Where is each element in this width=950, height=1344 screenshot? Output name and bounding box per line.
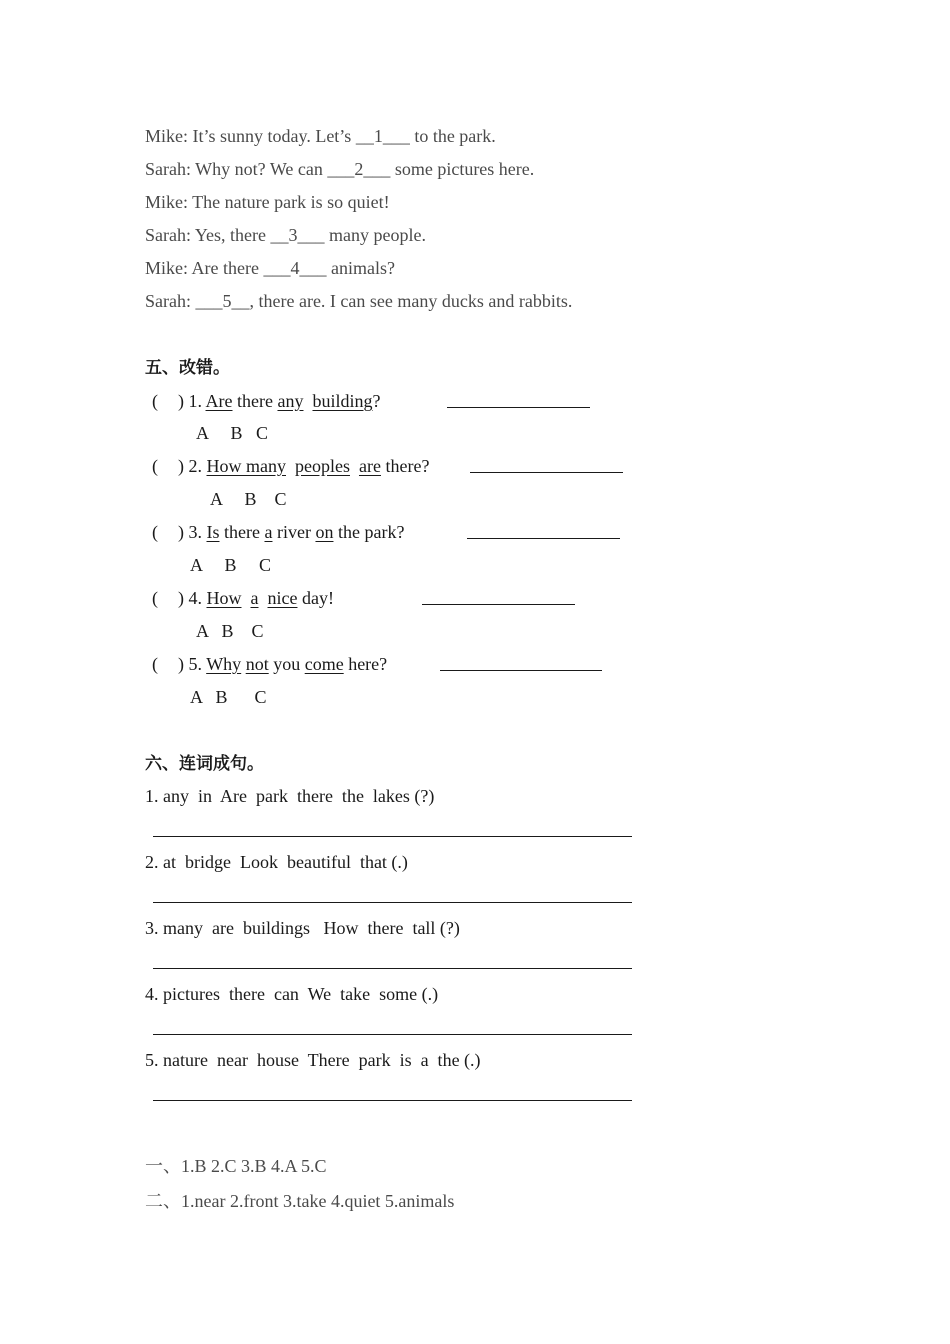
question-number: ) 4. [178, 588, 202, 608]
answer-paren-open: ( [152, 522, 158, 542]
answer-blank[interactable] [470, 472, 623, 473]
option-a: Is [206, 522, 220, 542]
option-a: How many [206, 456, 286, 476]
dialogue-line: Sarah: Yes, there __3___ many people. [145, 225, 426, 245]
answer-paren-open: ( [152, 391, 158, 411]
reorder-item: 4. pictures there can We take some (.) [145, 984, 439, 1004]
option-a: How [206, 588, 242, 608]
option-b: not [245, 654, 269, 674]
answer-line[interactable] [153, 902, 632, 903]
question-number: ) 2. [178, 456, 202, 476]
answer-line[interactable] [153, 968, 632, 969]
reorder-item: 5. nature near house There park is a the (.) [145, 1050, 481, 1070]
option-letters: A B C [190, 555, 272, 575]
option-c: on [315, 522, 334, 542]
option-a: Why [206, 654, 242, 674]
question-text: there [219, 522, 265, 542]
reorder-item: 2. at bridge Look beautiful that (.) [145, 852, 408, 872]
option-b: any [277, 391, 304, 411]
option-b: a [250, 588, 259, 608]
question-number: ) 3. [178, 522, 202, 542]
dialogue-line: Sarah: Why not? We can ___2___ some pictures here. [145, 159, 535, 179]
question-text: day! [297, 588, 334, 608]
answer-line[interactable] [153, 1100, 632, 1101]
option-c: are [358, 456, 381, 476]
question-number: ) 1. [178, 391, 202, 411]
question-text: river [272, 522, 316, 542]
option-b: peoples [295, 456, 350, 476]
question-text: there? [380, 456, 430, 476]
answer-line[interactable] [153, 836, 632, 837]
question-number: ) 5. [178, 654, 202, 674]
answer-blank[interactable] [422, 604, 575, 605]
question-text: there [232, 391, 278, 411]
reorder-item: 3. many are buildings How there tall (?) [145, 918, 460, 938]
option-b: a [264, 522, 273, 542]
dialogue-line: Sarah: ___5__, there are. I can see many ducks and rabbits. [145, 291, 573, 311]
option-letters: A B C [196, 423, 269, 443]
answer-blank[interactable] [447, 407, 590, 408]
answer-blank[interactable] [440, 670, 602, 671]
answer-paren-open: ( [152, 654, 158, 674]
question-text: you [268, 654, 305, 674]
question-text: the park? [333, 522, 405, 542]
option-c: building [312, 391, 373, 411]
question-text: ? [372, 391, 381, 411]
answer-paren-open: ( [152, 588, 158, 608]
option-a: Are [205, 391, 233, 411]
option-letters: A B C [196, 621, 264, 641]
option-c: come [304, 654, 344, 674]
question-text: here? [343, 654, 388, 674]
dialogue-line: Mike: The nature park is so quiet! [145, 192, 390, 212]
answer-paren-open: ( [152, 456, 158, 476]
answer-key-line: 二、1.near 2.front 3.take 4.quiet 5.animals [145, 1191, 455, 1211]
section-title-correction: 五、改错。 [145, 358, 230, 378]
dialogue-line: Mike: Are there ___4___ animals? [145, 258, 395, 278]
reorder-item: 1. any in Are park there the lakes (?) [145, 786, 435, 806]
answer-blank[interactable] [467, 538, 620, 539]
section-title-reorder: 六、连词成句。 [145, 754, 264, 774]
dialogue-line: Mike: It’s sunny today. Let’s __1___ to the park. [145, 126, 496, 146]
answer-key-line: 一、1.B 2.C 3.B 4.A 5.C [145, 1156, 327, 1176]
option-letters: A B C [190, 687, 267, 707]
answer-line[interactable] [153, 1034, 632, 1035]
option-letters: A B C [210, 489, 287, 509]
option-c: nice [267, 588, 298, 608]
